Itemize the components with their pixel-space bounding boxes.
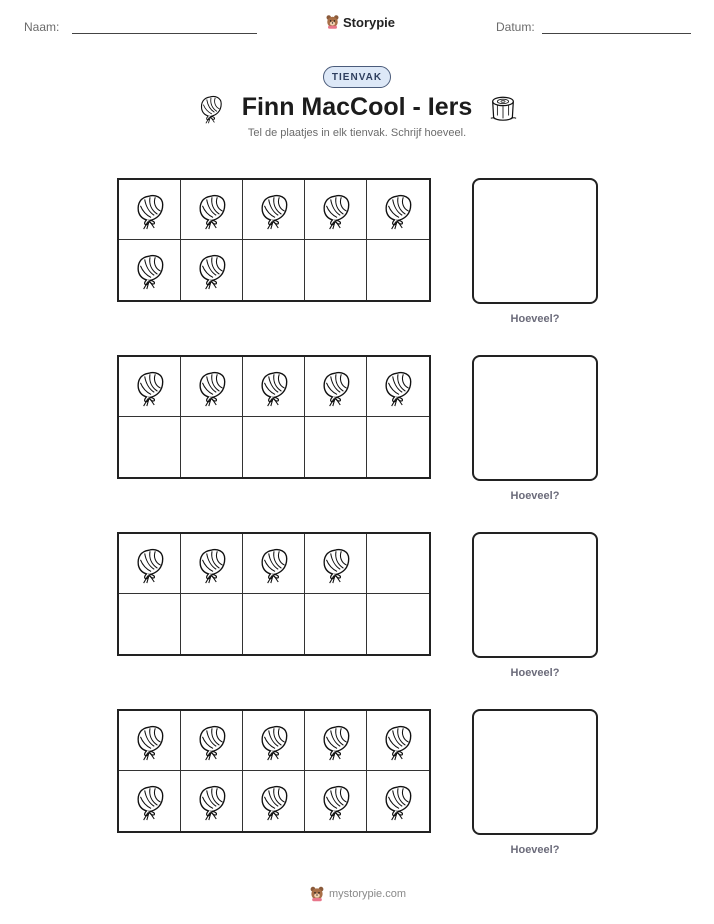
ten-frame-cell: [119, 417, 181, 477]
ten-frame-cell: [305, 357, 367, 417]
ten-frame-cell: [181, 417, 243, 477]
ten-frame-cell: [119, 771, 181, 831]
bonnet-icon: [380, 719, 416, 763]
ten-frame-cell: [119, 711, 181, 771]
bonnet-icon: [194, 248, 230, 292]
ten-frame-cell: [181, 771, 243, 831]
ten-frame-cell: [119, 240, 181, 300]
bonnet-icon: [194, 542, 230, 586]
ten-frame-cell: [305, 771, 367, 831]
ten-frame-cell: [181, 711, 243, 771]
ten-frame-cell: [243, 711, 305, 771]
ten-frame-cell: [367, 417, 429, 477]
answer-label-4: Hoeveel?: [510, 844, 560, 856]
ten-frame-cell: [367, 771, 429, 831]
stump-icon: [488, 93, 518, 123]
ten-frame-cell: [367, 357, 429, 417]
bonnet-icon: [318, 779, 354, 823]
ten-frame-cell: [305, 711, 367, 771]
ten-frame-cell: [119, 180, 181, 240]
ten-frame-cell: [243, 771, 305, 831]
bonnet-icon: [132, 248, 168, 292]
bonnet-icon: [132, 719, 168, 763]
instructions: Tel de plaatjes in elk tienvak. Schrijf hoeveel.: [247, 127, 467, 139]
ten-frame-cell: [367, 240, 429, 300]
bonnet-icon: [132, 542, 168, 586]
ten-frame-cell: [181, 534, 243, 594]
bonnet-icon: [132, 365, 168, 409]
bear-icon: [309, 885, 325, 903]
page-title: Finn MacCool - Iers: [241, 93, 473, 121]
answer-box-1[interactable]: [472, 178, 598, 304]
bonnet-icon: [380, 779, 416, 823]
ten-frame-cell: [305, 240, 367, 300]
bonnet-icon: [132, 779, 168, 823]
ten-frame-4: [117, 709, 431, 833]
ten-frame-cell: [367, 180, 429, 240]
bonnet-icon: [194, 719, 230, 763]
brand-logo: [325, 13, 395, 31]
bear-icon: [325, 13, 340, 31]
bonnet-icon: [380, 188, 416, 232]
ten-frame-2: [117, 355, 431, 479]
footer: [309, 885, 406, 903]
bonnet-icon: [256, 719, 292, 763]
brand-name: Storypie: [343, 14, 396, 30]
bonnet-icon: [256, 365, 292, 409]
ten-frame-cell: [367, 594, 429, 654]
ten-frame-cell: [243, 417, 305, 477]
bonnet-icon: [380, 365, 416, 409]
bonnet-icon: [194, 365, 230, 409]
ten-frame-cell: [119, 594, 181, 654]
bonnet-icon: [318, 188, 354, 232]
ten-frame-cell: [367, 711, 429, 771]
bonnet-icon: [194, 779, 230, 823]
bonnet-icon: [256, 542, 292, 586]
bonnet-icon: [318, 719, 354, 763]
bonnet-icon: [318, 542, 354, 586]
ten-frame-cell: [305, 534, 367, 594]
answer-label-3: Hoeveel?: [510, 667, 560, 679]
tienvak-badge: TIENVAK: [323, 66, 391, 88]
footer-url: mystorypie.com: [329, 888, 407, 900]
ten-frame-cell: [243, 534, 305, 594]
ten-frame-cell: [243, 180, 305, 240]
ten-frame-cell: [181, 180, 243, 240]
ten-frame-cell: [305, 417, 367, 477]
ten-frame-cell: [305, 180, 367, 240]
ten-frame-cell: [181, 240, 243, 300]
answer-box-4[interactable]: [472, 709, 598, 835]
bonnet-icon: [318, 365, 354, 409]
ten-frame-cell: [367, 534, 429, 594]
ten-frame-cell: [243, 357, 305, 417]
answer-box-2[interactable]: [472, 355, 598, 481]
ten-frame-cell: [181, 357, 243, 417]
ten-frame-3: [117, 532, 431, 656]
date-label: Datum:: [496, 20, 535, 34]
ten-frame-cell: [119, 357, 181, 417]
bonnet-icon: [194, 188, 230, 232]
name-line[interactable]: [72, 33, 257, 34]
ten-frame-cell: [305, 594, 367, 654]
ten-frame-cell: [181, 594, 243, 654]
bonnet-icon: [256, 188, 292, 232]
answer-box-3[interactable]: [472, 532, 598, 658]
answer-label-1: Hoeveel?: [510, 313, 560, 325]
ten-frame-cell: [119, 534, 181, 594]
date-line[interactable]: [542, 33, 691, 34]
ten-frame-cell: [243, 240, 305, 300]
bonnet-icon: [256, 779, 292, 823]
name-label: Naam:: [24, 20, 60, 34]
bonnet-icon: [132, 188, 168, 232]
ten-frame-1: [117, 178, 431, 302]
answer-label-2: Hoeveel?: [510, 490, 560, 502]
ten-frame-cell: [243, 594, 305, 654]
